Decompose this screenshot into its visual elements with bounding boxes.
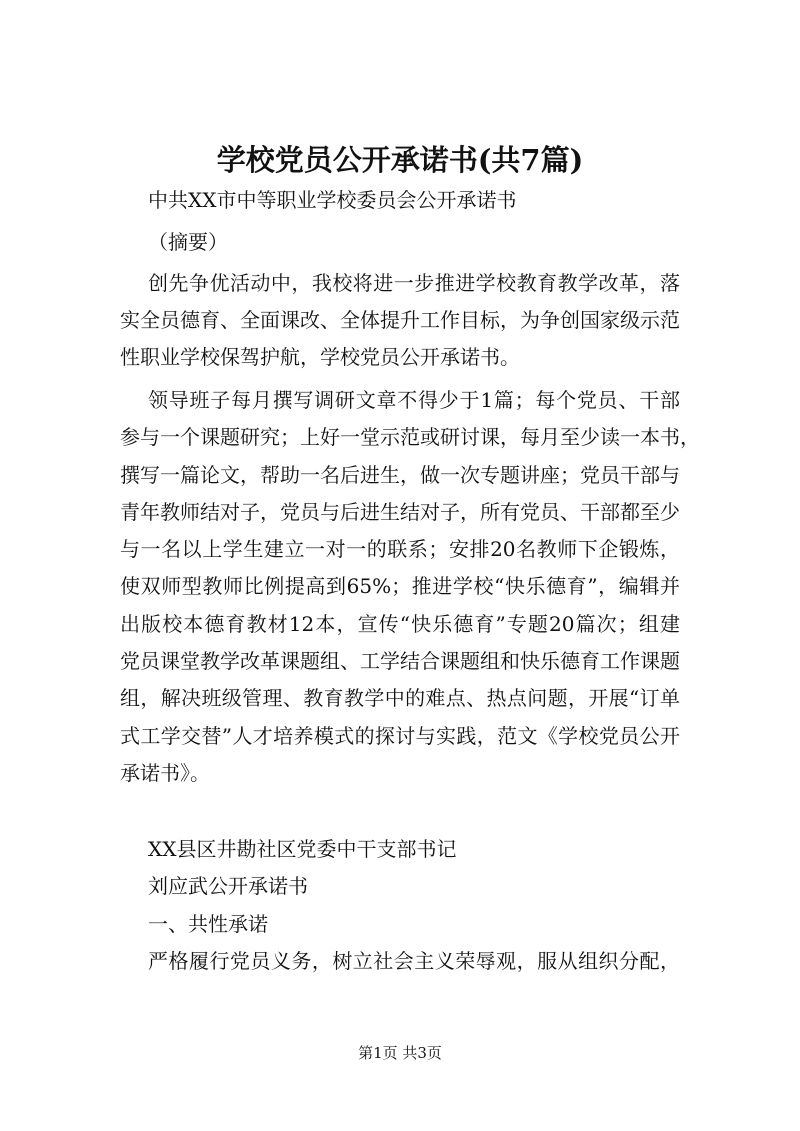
- paragraph-line: 创先争优活动中，我校将进一步推进学校教育教学改革，落: [148, 271, 680, 295]
- paragraph-line: 撰写一篇论文，帮助一名后进生，做一次专题讲座；党员干部与: [120, 463, 680, 487]
- paragraph-line: 严格履行党员义务，树立社会主义荣辱观，服从组织分配，: [148, 949, 680, 973]
- paragraph-line: 青年教师结对子，党员与后进生结对子，所有党员、干部都至少: [120, 500, 680, 524]
- page-footer: 第1页 共3页: [358, 1044, 442, 1062]
- paragraph-line: 领导班子每月撰写调研文章不得少于1篇；每个党员、干部: [148, 388, 680, 412]
- paragraph-line: 使双师型教师比例提高到65%；推进学校“快乐德育”，编辑并: [120, 574, 680, 598]
- paragraph-line: 党员课堂教学改革课题组、工学结合课题组和快乐德育工作课题: [120, 649, 680, 673]
- section-heading: 一、共性承诺: [148, 912, 268, 936]
- subtitle-line: 中共XX市中等职业学校委员会公开承诺书: [148, 188, 517, 212]
- document-title: 学校党员公开承诺书(共7篇): [216, 143, 584, 177]
- section-heading: XX县区井勘社区党委中干支部书记: [148, 837, 457, 861]
- paragraph-line: 与一名以上学生建立一对一的联系；安排20名教师下企锻炼，: [120, 537, 680, 561]
- paragraph-line: 性职业学校保驾护航，学校党员公开承诺书。: [120, 345, 520, 369]
- section-heading: 刘应武公开承诺书: [148, 874, 308, 898]
- paragraph-line: 实全员德育、全面课改、全体提升工作目标，为争创国家级示范: [120, 308, 680, 332]
- abstract-label: （摘要）: [148, 230, 228, 254]
- paragraph-line: 组，解决班级管理、教育教学中的难点、热点问题，开展“订单: [120, 686, 680, 710]
- paragraph-line: 式工学交替”人才培养模式的探讨与实践，范文《学校党员公开: [120, 724, 680, 748]
- paragraph-line: 参与一个课题研究；上好一堂示范或研讨课，每月至少读一本书，: [120, 425, 700, 449]
- paragraph-line: 承诺书》。: [120, 761, 210, 785]
- paragraph-line: 出版校本德育教材12本，宣传“快乐德育”专题20篇次；组建: [120, 612, 680, 636]
